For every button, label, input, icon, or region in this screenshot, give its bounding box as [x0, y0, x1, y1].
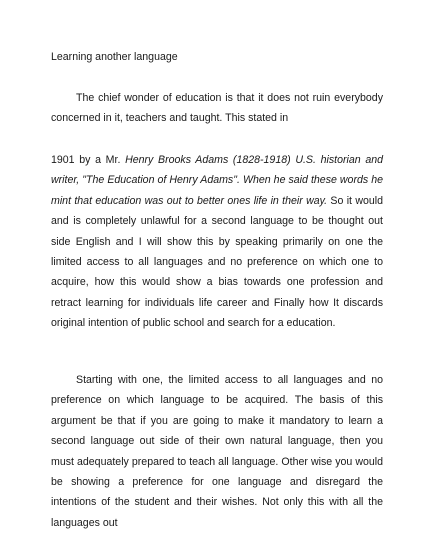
- paragraph-2: [51, 150, 383, 334]
- document-title: Learning another language: [51, 51, 178, 63]
- paragraph-1: The chief wonder of education is that it does not ruin everybody concerned in it, teachers and taught. This stated in: [51, 92, 383, 125]
- paragraph-2-lead: 1901 by a Mr.: [51, 154, 126, 166]
- paragraph-2-citation: Henry Brooks Adams (1828-1918) U.S. historian and writer, "The Education of Henry Adams". When he said these words he mint that education was out to better ones life in their way.: [51, 154, 383, 207]
- paragraph-2-rest: So it would and is completely unlawful for a second language to be thought out side English and I will show this by speaking primarily on one the limited access to all languages and no preference on which one to acquire, how this would show a bias towards one profession and retract learning for individuals life career and Finally how It discards original intention of public school and search for a education.: [51, 194, 384, 330]
- paragraph-3: Starting with one, the limited access to all languages and no preference on which language to be acquired. The basis of this argument be that if you are going to make it mandatory to learn a second language out side of their own natural language, then you must adequately prepared to teach all language. Other wise you would be showing a preference for one language and disregard the intentions of the student and their wishes. Not only this with all the languages out: [51, 374, 383, 529]
